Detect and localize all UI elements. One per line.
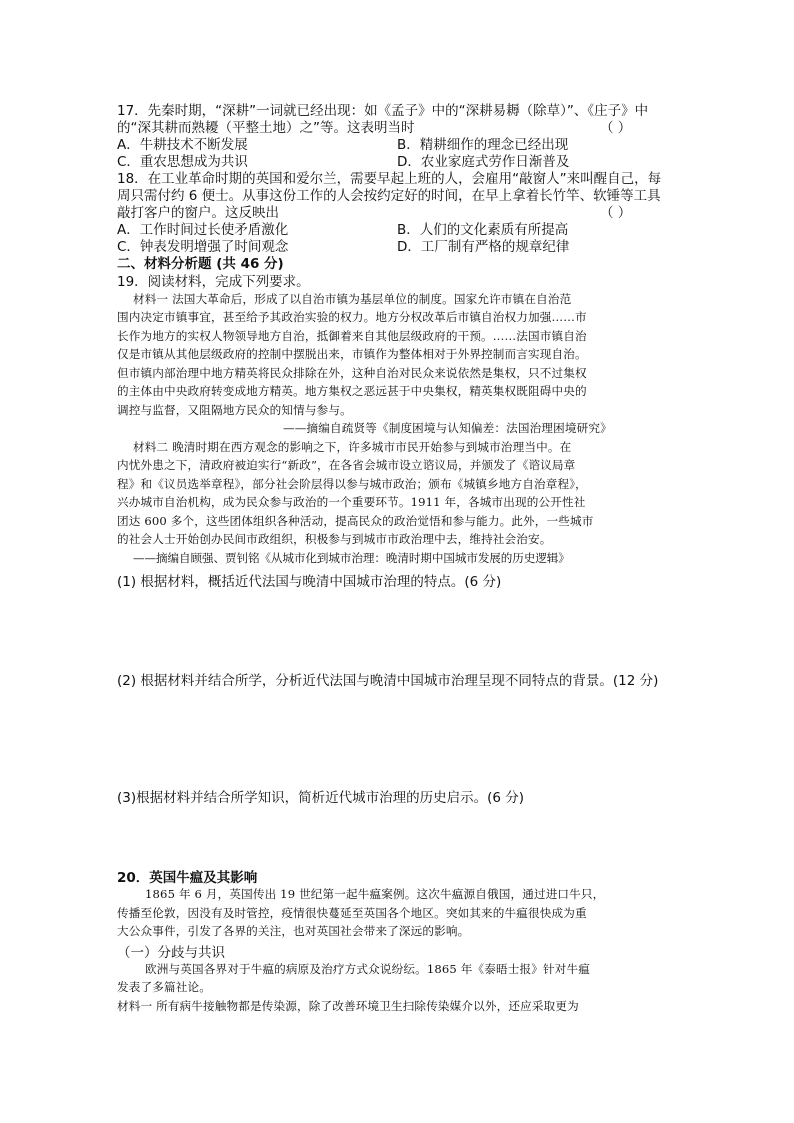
- q19-material1-line: 但市镇内部治理中地方精英将民众排除在外，这种自治对民众来说依然是集权，只不过集权: [117, 366, 587, 380]
- q18-stem-line2: 周只需付约 6 便士。从事这份工作的人会按约定好的时间，在早上拿着长竹竿、软锤等工具: [117, 188, 661, 204]
- q19-subquestion-3: (3)根据材料并结合所学知识，简析近代城市治理的历史启示。(6 分): [117, 790, 525, 806]
- q19-material1-line: 仅是市镇从其他层级政府的控制中摆脱出来，市镇作为整体相对于外界控制而言实现自治。: [117, 347, 587, 361]
- q17-option-a: A．牛耕技术不断发展: [117, 137, 248, 153]
- q17-stem-line1: 17．先秦时期，“深耕”一词就已经出现：如《孟子》中的“深耕易耨（除草）”、《庄子》中: [117, 103, 649, 119]
- q17-answer-bracket: （ ）: [600, 120, 632, 136]
- section-title: 二、材料分析题 (共 46 分): [117, 256, 284, 272]
- q18-option-d: D．工厂制有严格的规章纪律: [397, 239, 570, 255]
- q17-option-b: B．精耕细作的理念已经出现: [397, 137, 569, 153]
- q18-stem-line3: 敲打客户的窗户。这反映出: [117, 205, 279, 221]
- q18-option-c: C．钟表发明增强了时间观念: [117, 239, 289, 255]
- q20-part1-text-line: 发表了多篇社论。: [117, 980, 211, 994]
- q19-material2-line: 程》和《议员选举章程》，部分社会阶层得以参与城市政治；颁布《城镇乡地方自治章程》，: [117, 477, 587, 491]
- q19-material2-line: 内忧外患之下，清政府被迫实行“新政”，在各省会城市设立谘议局，并颁发了《谘议局章: [117, 458, 576, 472]
- q18-option-a: A．工作时间过长使矛盾激化: [117, 222, 289, 238]
- q20-title: 20．英国牛瘟及其影响: [117, 870, 258, 886]
- q20-intro-line: 大公众事件，引发了各界的关注，也对英国社会带来了深远的影响。: [117, 924, 470, 938]
- q20-part1-text-line: 欧洲与英国各界对于牛瘟的病原及治疗方式众说纷纭。1865 年《泰晤士报》针对牛瘟: [145, 962, 590, 976]
- q19-subquestion-2: (2) 根据材料并结合所学，分析近代法国与晚清中国城市治理呈现不同特点的背景。(12 分): [117, 673, 659, 689]
- q19-material1-source: ——摘编自疏贤等《制度困境与认知偏差：法国治理困境研究》: [283, 421, 612, 435]
- q19-material2-line: 的社会人士开始创办民间市政组织，积极参与到城市市政治理中去，维持社会治安。: [117, 532, 552, 546]
- q20-intro-line: 1865 年 6 月，英国传出 19 世纪第一起牛瘟案例。这次牛瘟源自俄国，通过进口牛只，: [145, 887, 605, 901]
- q18-stem-line1: 18．在工业革命时期的英国和爱尔兰，需要早起上班的人，会雇用“敲窗人”来叫醒自己，每: [117, 171, 662, 187]
- q19-intro: 19．阅读材料，完成下列要求。: [117, 274, 310, 290]
- q20-part1-title: （一）分歧与共识: [117, 945, 225, 961]
- q19-material2-line: 兴办城市自治机构，成为民众参与政治的一个重要环节。1911 年，各城市出现的公开性社: [117, 495, 586, 509]
- q19-material1-line: 长作为地方的实权人物领导地方自治，抵御着来自其他层级政府的干预。……法国市镇自治: [117, 329, 587, 343]
- q19-material1-line: 的主体由中央政府转变成地方精英。地方集权之恶远甚于中央集权，精英集权既阻碍中央的: [117, 384, 587, 398]
- q18-answer-bracket: （ ）: [600, 205, 632, 221]
- q17-stem-line2: 的“深其耕而熟耰（平整土地）之”等。这表明当时: [117, 120, 415, 136]
- q19-material1-line: 调控与监督，又阻隔地方民众的知情与参与。: [117, 403, 352, 417]
- q19-material1-line: 材料一 法国大革命后，形成了以自治市镇为基层单位的制度。国家允许市镇在自治范: [133, 292, 572, 306]
- q19-material2-line: 材料二 晚清时期在西方观念的影响之下，许多城市市民开始参与到城市治理当中。在: [133, 440, 572, 454]
- q20-intro-line: 传播至伦敦，因没有及时管控，疫情很快蔓延至英国各个地区。突如其来的牛瘟很快成为重: [117, 906, 587, 920]
- q19-material2-source: ——摘编自顾强、贾钊铭《从城市化到城市治理：晚清时期中国城市发展的历史逻辑》: [133, 551, 570, 565]
- q19-subquestion-1: (1) 根据材料，概括近代法国与晚清中国城市治理的特点。(6 分): [117, 574, 502, 590]
- q17-option-d: D．农业家庭式劳作日渐普及: [397, 154, 570, 170]
- q17-option-c: C．重农思想成为共识: [117, 154, 248, 170]
- q19-material2-line: 团达 600 多个，这些团体组织各种活动，提高民众的政治觉悟和参与能力。此外，一些城市: [117, 514, 594, 528]
- q19-material1-line: 围内决定市镇事宜，甚至给予其政治实验的权力。地方分权改革后市镇自治权力加强……市: [117, 310, 587, 324]
- q20-material1-line: 材料一 所有病牛接触物都是传染源，除了改善环境卫生扫除传染媒介以外，还应采取更为: [117, 999, 579, 1013]
- q18-option-b: B．人们的文化素质有所提高: [397, 222, 569, 238]
